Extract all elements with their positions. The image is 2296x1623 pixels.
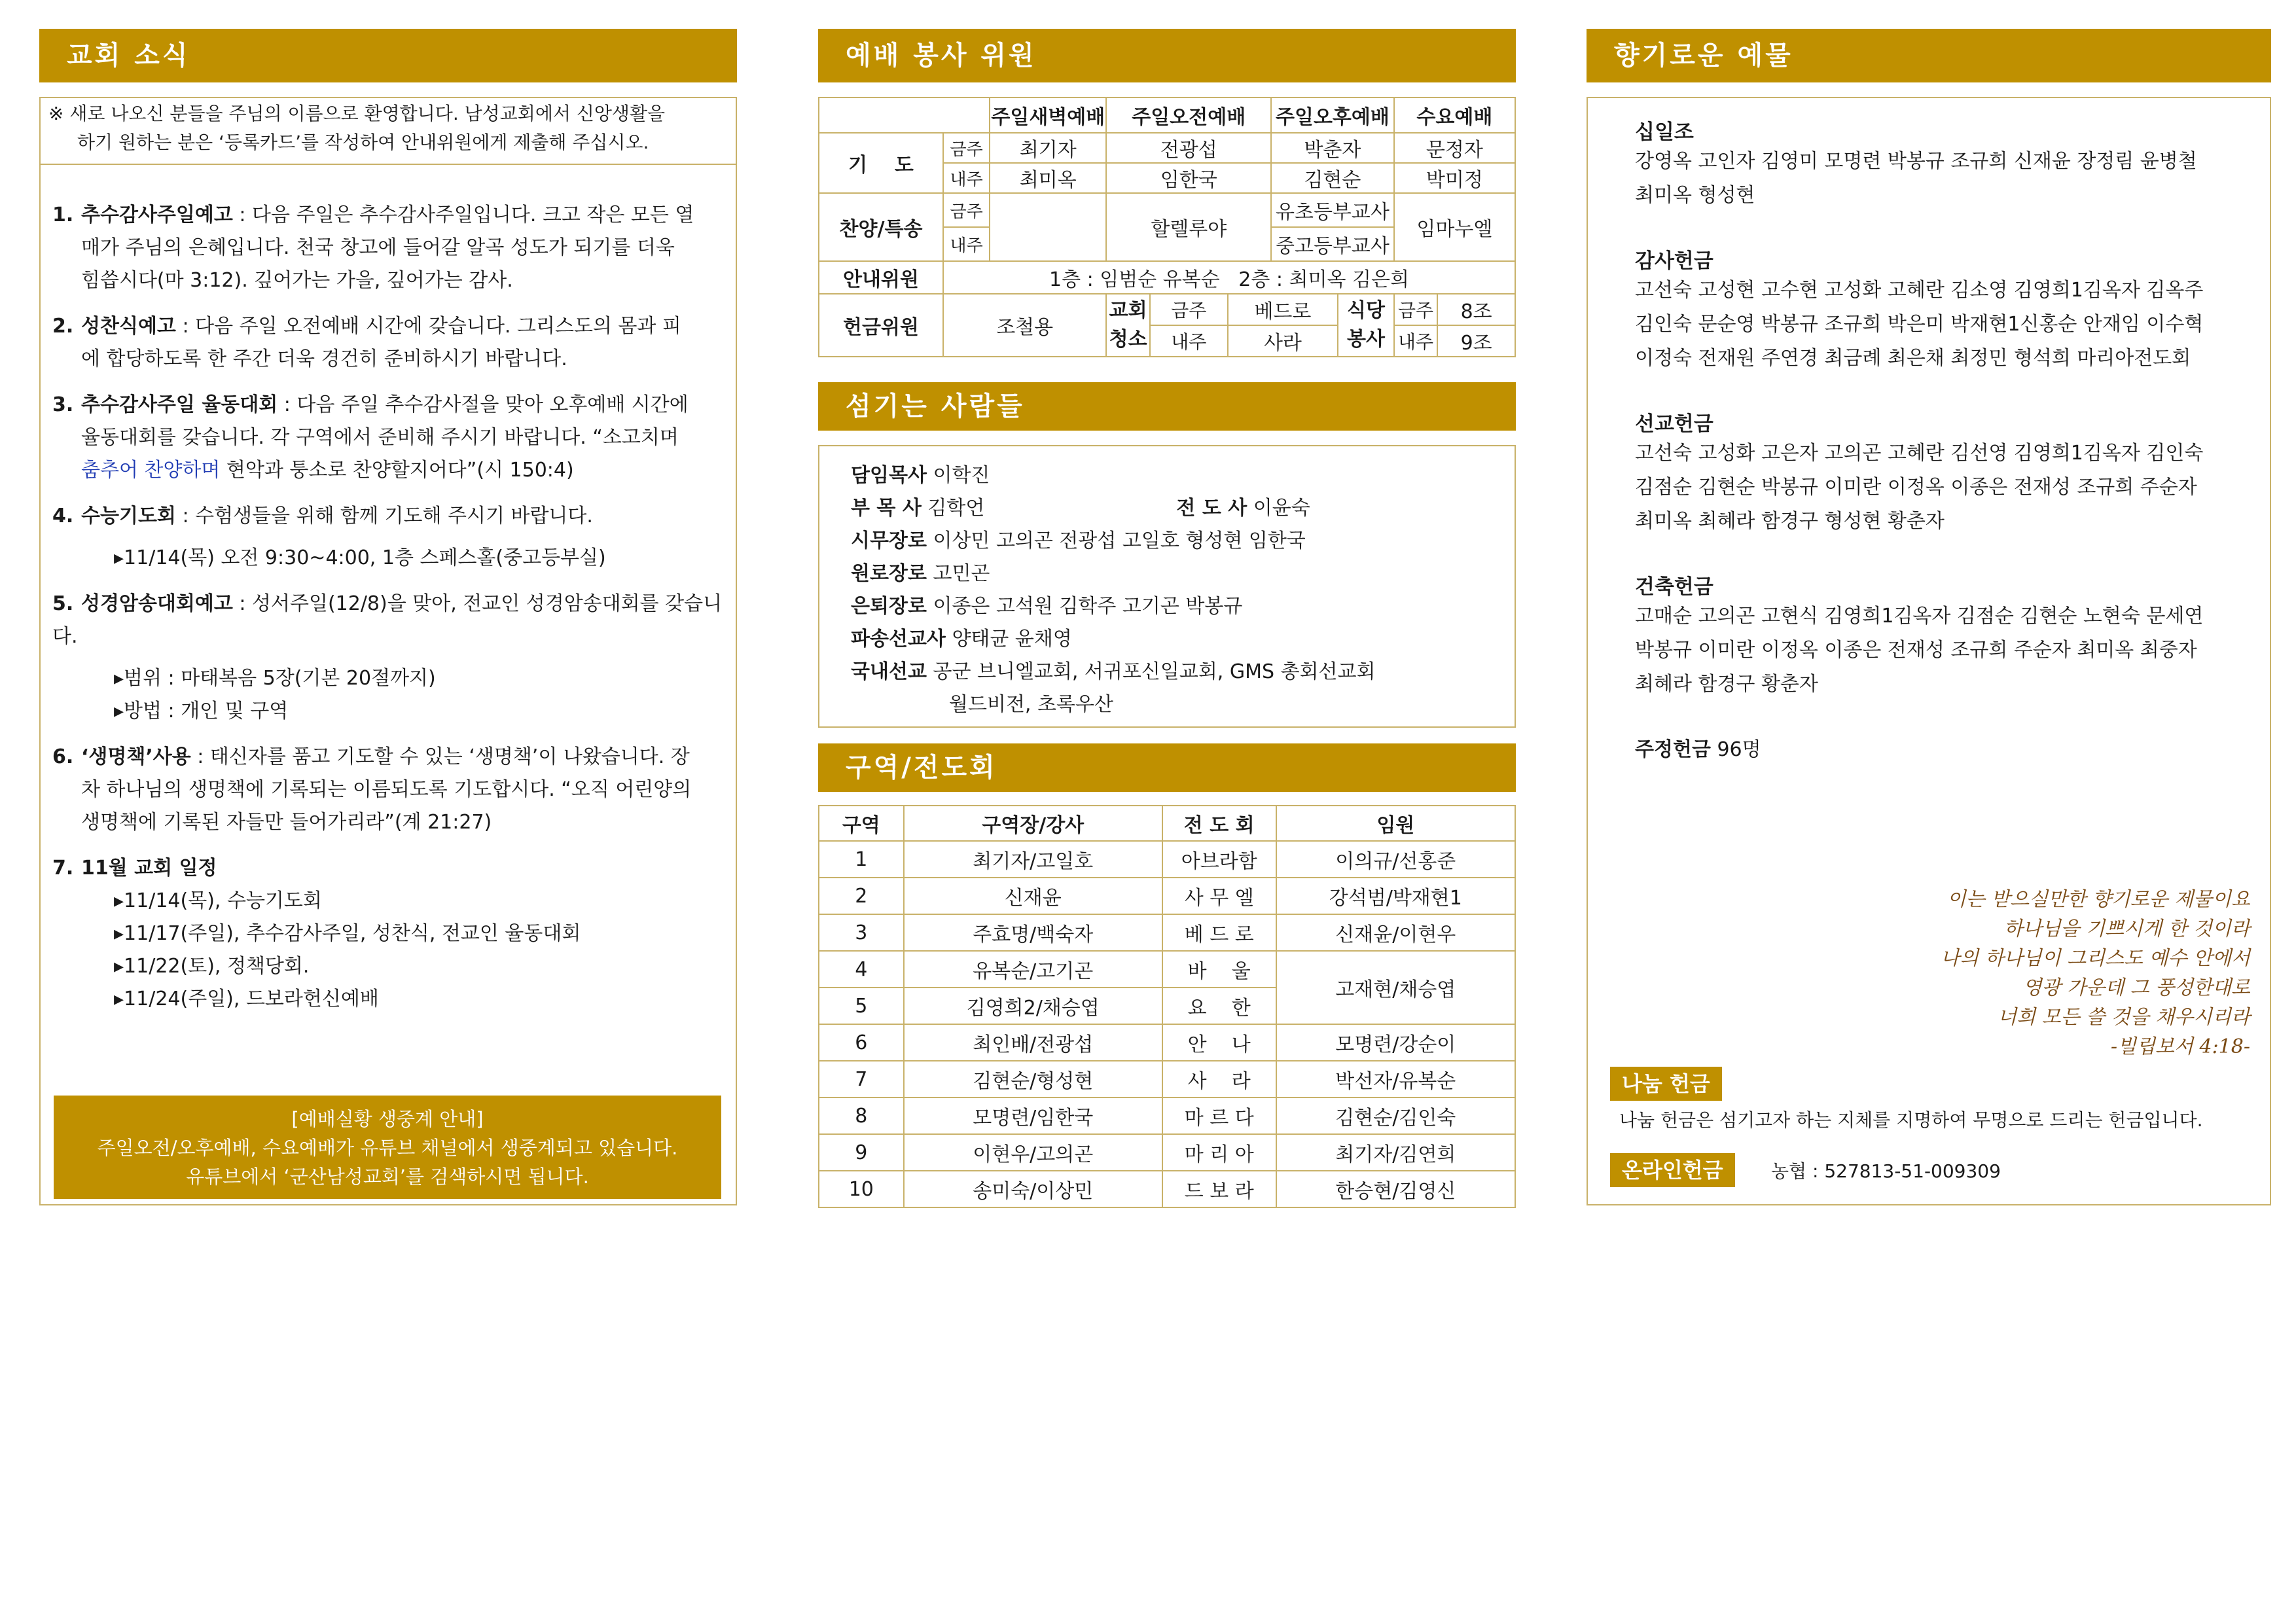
districts-header: 구역/전도회 bbox=[818, 743, 1516, 792]
district-leader: 이현우/고의곤 bbox=[904, 1134, 1162, 1171]
broadcast-line: 유튜브에서 ‘군산남성교회’를 검색하시면 됩니다. bbox=[186, 1166, 589, 1188]
kitchen-label-2: 봉사 bbox=[1347, 328, 1385, 351]
servant-names: 양태균 윤채영 bbox=[952, 628, 1072, 651]
item-title: 추수감사주일 율동대회 bbox=[81, 393, 278, 416]
news-item-1 bbox=[52, 199, 726, 297]
mission-group: 마 리 아 bbox=[1162, 1134, 1276, 1171]
district-officers: 박선자/유복순 bbox=[1276, 1061, 1515, 1097]
item-line bbox=[52, 454, 726, 487]
offering-title: 건축헌금 bbox=[1635, 575, 1713, 599]
offering-names: 이정숙 전재원 주연경 최금례 최은채 최정민 형석희 마리아전도회 bbox=[1635, 347, 2191, 370]
item-line: : 다음 주일 오전예배 시간에 갖습니다. 그리스도의 몸과 피 bbox=[175, 315, 681, 338]
district-row bbox=[819, 841, 1515, 878]
item-line: 힘씁시다(마 3:12). 깊어가는 가을, 깊어가는 감사. bbox=[81, 269, 513, 292]
intro-divider bbox=[41, 164, 736, 165]
offering-names: 강영옥 고인자 김영미 모명련 박봉규 조규희 신재윤 장정림 윤병철 bbox=[1635, 150, 2197, 173]
item-number: 1. bbox=[52, 204, 74, 226]
servant-role: 국내선교 bbox=[851, 660, 927, 683]
service-header: 예배 봉사 위원 bbox=[818, 29, 1516, 82]
district-officers: 모명련/강순이 bbox=[1276, 1024, 1515, 1061]
prayer-cell: 김현순 bbox=[1271, 163, 1394, 193]
prayer-cell: 박미정 bbox=[1394, 163, 1515, 193]
col-afternoon: 주일오후예배 bbox=[1271, 98, 1394, 133]
item-sub: ▸11/24(주일), 드보라헌신예배 bbox=[114, 988, 379, 1010]
mission-group: 사 라 bbox=[1162, 1061, 1276, 1097]
offering-names: 최혜라 함경구 황춘자 bbox=[1635, 673, 1818, 696]
servant-role: 담임목사 bbox=[851, 464, 927, 487]
sharing-offering-badge: 나눔 헌금 bbox=[1610, 1067, 1722, 1101]
news-list bbox=[52, 199, 726, 1029]
servant-row bbox=[851, 525, 1515, 558]
verse-reference: -빌립보서 4:18- bbox=[2110, 1035, 2250, 1058]
col-dawn: 주일새벽예배 bbox=[990, 98, 1106, 133]
servant-names: 이종은 고석원 김학주 고기곤 박봉규 bbox=[933, 595, 1243, 618]
district-number: 3 bbox=[819, 914, 904, 951]
cleaning-this: 베드로 bbox=[1228, 294, 1338, 325]
next-week-label: 내주 bbox=[1394, 325, 1438, 357]
district-officers: 이의규/선홍준 bbox=[1276, 841, 1515, 878]
district-leader: 최기자/고일호 bbox=[904, 841, 1162, 878]
mission-group: 바 울 bbox=[1162, 951, 1276, 988]
item-number: 3. bbox=[52, 393, 74, 416]
district-leader: 모명련/임한국 bbox=[904, 1097, 1162, 1134]
corner-cell bbox=[819, 98, 990, 133]
servants-panel bbox=[818, 445, 1516, 728]
col-officers: 임원 bbox=[1276, 806, 1515, 841]
choir-afternoon-next: 중고등부교사 bbox=[1271, 227, 1394, 261]
district-row bbox=[819, 1171, 1515, 1207]
servant-names: 고민곤 bbox=[933, 562, 990, 585]
offering-title: 십일조 bbox=[1635, 120, 1694, 144]
district-officers: 최기자/김연희 bbox=[1276, 1134, 1515, 1171]
mission-group: 아브라함 bbox=[1162, 841, 1276, 878]
servant-role: 원로장로 bbox=[851, 562, 927, 585]
mission-group: 요 한 bbox=[1162, 988, 1276, 1024]
news-item-2 bbox=[52, 310, 726, 376]
servant-names: 이상민 고의곤 전광섭 고일호 형성현 임한국 bbox=[933, 529, 1306, 552]
prayer-cell: 문정자 bbox=[1394, 133, 1515, 163]
offering-names: 최미옥 최혜라 함경구 형성현 황춘자 bbox=[1635, 510, 1945, 533]
item-sub: ▸11/14(목), 수능기도회 bbox=[114, 889, 322, 912]
servant-role: 시무장로 bbox=[851, 529, 927, 552]
verse-line: 너희 모든 쓸 것을 채우시리라 bbox=[1998, 1006, 2250, 1029]
next-week-label: 내주 bbox=[943, 227, 990, 261]
servant-row bbox=[851, 623, 1515, 656]
item-line: 매가 주님의 은혜입니다. 천국 창고에 들어갈 알곡 성도가 되기를 더욱 bbox=[81, 236, 675, 259]
district-number: 4 bbox=[819, 951, 904, 988]
this-week-label: 금주 bbox=[1150, 294, 1228, 325]
news-item-3 bbox=[52, 389, 726, 487]
cleaning-label-1: 교회 bbox=[1109, 299, 1147, 322]
col-district: 구역 bbox=[819, 806, 904, 841]
kitchen-label-1: 식당 bbox=[1347, 299, 1385, 322]
verse-line: 하나님을 기쁘시게 한 것이라 bbox=[2003, 918, 2250, 940]
district-officers: 강석범/박재현1 bbox=[1276, 878, 1515, 914]
col-wednesday: 수요예배 bbox=[1394, 98, 1515, 133]
offering-committee-label: 헌금위원 bbox=[819, 294, 943, 357]
offering-names: 최미옥 형성현 bbox=[1635, 184, 1755, 207]
intro-line-1: ※ 새로 나오신 분들을 주님의 이름으로 환영합니다. 남성교회에서 신앙생활을 bbox=[48, 103, 666, 124]
item-sub: ▸방법 : 개인 및 구역 bbox=[114, 700, 289, 722]
servant-role: 부 목 사 bbox=[851, 497, 922, 520]
weekly-label: 주정헌금 bbox=[1635, 738, 1711, 761]
kitchen-next: 9조 bbox=[1437, 325, 1515, 357]
mission-group: 안 나 bbox=[1162, 1024, 1276, 1061]
prayer-cell: 박춘자 bbox=[1271, 133, 1394, 163]
mission-group: 드 보 라 bbox=[1162, 1171, 1276, 1207]
prayer-cell: 임한국 bbox=[1106, 163, 1271, 193]
district-officers: 한승현/김영신 bbox=[1276, 1171, 1515, 1207]
district-row bbox=[819, 1024, 1515, 1061]
offering-group bbox=[1635, 115, 2250, 213]
district-row bbox=[819, 1097, 1515, 1134]
servant-row bbox=[851, 688, 1515, 721]
servant-names: 김학언 bbox=[927, 497, 985, 520]
offerings-column bbox=[1587, 29, 2271, 82]
item-number: 6. bbox=[52, 745, 74, 768]
servant-row bbox=[851, 656, 1515, 688]
cleaning-next: 사라 bbox=[1228, 325, 1338, 357]
district-number: 6 bbox=[819, 1024, 904, 1061]
servant-row bbox=[851, 492, 1515, 525]
districts-table bbox=[818, 805, 1516, 1208]
servant-role: 파송선교사 bbox=[851, 628, 946, 651]
choir-label: 찬양/특송 bbox=[819, 193, 943, 261]
item-line: : 다음 주일은 추수감사주일입니다. 크고 작은 모든 열 bbox=[232, 204, 694, 226]
news-item-4 bbox=[52, 500, 726, 575]
news-header: 교회 소식 bbox=[39, 29, 737, 82]
item-sub: ▸범위 : 마태복음 5장(기본 20절까지) bbox=[114, 667, 436, 690]
item-line: : 다음 주일 추수감사절을 맞아 오후예배 시간에 bbox=[278, 393, 689, 416]
offering-title: 선교헌금 bbox=[1635, 412, 1713, 436]
verse-line: 영광 가운데 그 풍성한대로 bbox=[2022, 976, 2250, 999]
district-leader: 송미숙/이상민 bbox=[904, 1171, 1162, 1207]
usher-text: 1층 : 임범순 유복순 2층 : 최미옥 김은희 bbox=[943, 261, 1515, 294]
this-week-label: 금주 bbox=[1394, 294, 1438, 325]
broadcast-title: [예배실황 생중계 안내] bbox=[291, 1108, 484, 1130]
item-line: 에 합당하도록 한 주간 더욱 경건히 준비하시기 바랍니다. bbox=[81, 348, 567, 370]
item-title: 11월 교회 일정 bbox=[81, 857, 217, 880]
servant-names: 월드비전, 초록우산 bbox=[949, 693, 1113, 716]
district-number: 5 bbox=[819, 988, 904, 1024]
news-item-5 bbox=[52, 588, 726, 728]
offering-names: 박봉규 이미란 이정옥 이종은 전재성 조규희 주순자 최미옥 최중자 bbox=[1635, 639, 2197, 662]
intro-line-2: 하기 원하는 분은 ‘등록카드’를 작성하여 안내위원에게 제출해 주십시오. bbox=[77, 132, 649, 153]
col-leader: 구역장/강사 bbox=[904, 806, 1162, 841]
sharing-offering-text: 나눔 헌금은 섬기고자 하는 지체를 지명하여 무명으로 드리는 헌금입니다. bbox=[1619, 1109, 2203, 1131]
prayer-cell: 최기자 bbox=[990, 133, 1106, 163]
news-intro bbox=[48, 99, 729, 157]
item-number: 5. bbox=[52, 592, 74, 615]
servant-row bbox=[851, 459, 1515, 492]
this-week-label: 금주 bbox=[943, 133, 990, 163]
item-line: : 성서주일(12/8)을 맞아, 전교인 성경암송대회를 갖습니다. bbox=[52, 592, 723, 648]
district-leader: 최인배/전광섭 bbox=[904, 1024, 1162, 1061]
offering-names: 김점순 김현순 박봉규 이미란 이정옥 이종은 전재성 조규희 주순자 bbox=[1635, 476, 2197, 499]
servant-names: 공군 브니엘교회, 서귀포신일교회, GMS 총회선교회 bbox=[933, 660, 1376, 683]
mission-group: 사 무 엘 bbox=[1162, 878, 1276, 914]
servant-row bbox=[851, 590, 1515, 623]
district-officers: 김현순/김인숙 bbox=[1276, 1097, 1515, 1134]
offerings-list bbox=[1635, 115, 2250, 762]
offering-names: 김인숙 문순영 박봉규 조규희 박은미 박재현1신홍순 안재임 이수혁 bbox=[1635, 313, 2204, 336]
item-line: 차 하나님의 생명책에 기록되는 이름되도록 기도합시다. “오직 어린양의 bbox=[81, 778, 692, 801]
district-officers: 고재현/채승엽 bbox=[1276, 951, 1515, 1024]
cleaning-label bbox=[1106, 294, 1150, 357]
item-line-tail: 현악과 퉁소로 찬양할지어다”(시 150:4) bbox=[220, 459, 574, 482]
district-leader: 신재윤 bbox=[904, 878, 1162, 914]
servant-role: 전 도 사 bbox=[1176, 497, 1247, 520]
usher-label: 안내위원 bbox=[819, 261, 943, 294]
district-leader: 김영희2/채승엽 bbox=[904, 988, 1162, 1024]
service-column bbox=[818, 29, 1516, 82]
district-row bbox=[819, 951, 1515, 988]
offerings-header: 향기로운 예물 bbox=[1587, 29, 2271, 82]
district-number: 9 bbox=[819, 1134, 904, 1171]
mission-group: 베 드 로 bbox=[1162, 914, 1276, 951]
district-row bbox=[819, 878, 1515, 914]
kitchen-this: 8조 bbox=[1437, 294, 1515, 325]
item-line: : 수험생들을 위해 함께 기도해 주시기 바랍니다. bbox=[175, 505, 593, 527]
item-sub: ▸11/17(주일), 추수감사주일, 성찬식, 전교인 율동대회 bbox=[114, 922, 581, 945]
news-column bbox=[39, 29, 737, 82]
servant-role: 은퇴장로 bbox=[851, 595, 927, 618]
service-table bbox=[818, 97, 1516, 357]
item-title: ‘생명책’사용 bbox=[81, 745, 191, 768]
offering-group bbox=[1635, 570, 2250, 702]
item-number: 2. bbox=[52, 315, 74, 338]
offering-group bbox=[1635, 407, 2250, 539]
offering-names: 고선숙 고성현 고수현 고성화 고혜란 김소영 김영희1김옥자 김옥주 bbox=[1635, 279, 2204, 302]
news-item-6 bbox=[52, 741, 726, 839]
scripture-highlight: 춤추어 찬양하며 bbox=[81, 459, 221, 482]
item-sub: ▸11/22(토), 정책당회. bbox=[114, 955, 310, 978]
offering-title: 감사헌금 bbox=[1635, 249, 1713, 273]
item-number: 7. bbox=[52, 857, 74, 880]
district-row bbox=[819, 914, 1515, 951]
district-leader: 유복순/고기곤 bbox=[904, 951, 1162, 988]
this-week-label: 금주 bbox=[943, 193, 990, 227]
offering-names: 고매순 고의곤 고현식 김영희1김옥자 김점순 김현순 노현숙 문세연 bbox=[1635, 605, 2204, 628]
servants-header: 섬기는 사람들 bbox=[818, 382, 1516, 431]
broadcast-notice bbox=[54, 1096, 721, 1199]
news-item-7 bbox=[52, 852, 726, 1016]
choir-wednesday: 임마누엘 bbox=[1394, 193, 1515, 261]
online-offering-badge: 온라인헌금 bbox=[1610, 1153, 1735, 1187]
next-week-label: 내주 bbox=[1150, 325, 1228, 357]
offering-committee-value: 조철용 bbox=[943, 294, 1106, 357]
district-number: 2 bbox=[819, 878, 904, 914]
district-leader: 주효명/백숙자 bbox=[904, 914, 1162, 951]
choir-dawn-empty bbox=[990, 193, 1106, 261]
verse-line: 나의 하나님이 그리스도 예수 안에서 bbox=[1941, 947, 2250, 970]
district-number: 10 bbox=[819, 1171, 904, 1207]
district-number: 7 bbox=[819, 1061, 904, 1097]
prayer-cell: 최미옥 bbox=[990, 163, 1106, 193]
prayer-label: 기 도 bbox=[819, 133, 943, 193]
item-title: 성찬식예고 bbox=[81, 315, 176, 338]
district-officers: 신재윤/이현우 bbox=[1276, 914, 1515, 951]
kitchen-label bbox=[1338, 294, 1394, 357]
prayer-cell: 전광섭 bbox=[1106, 133, 1271, 163]
choir-morning: 할렐루야 bbox=[1106, 193, 1271, 261]
broadcast-line: 주일오전/오후예배, 수요예배가 유튜브 채널에서 생중계되고 있습니다. bbox=[97, 1137, 678, 1159]
district-leader: 김현순/형성현 bbox=[904, 1061, 1162, 1097]
district-row bbox=[819, 1134, 1515, 1171]
choir-afternoon-this: 유초등부교사 bbox=[1271, 193, 1394, 227]
bank-account: 농협 : 527813-51-009309 bbox=[1771, 1160, 2001, 1182]
scripture-verse bbox=[1767, 885, 2250, 1061]
item-number: 4. bbox=[52, 505, 74, 527]
item-title: 성경암송대회예고 bbox=[81, 592, 233, 615]
servant-row bbox=[851, 558, 1515, 590]
item-sub: ▸11/14(목) 오전 9:30~4:00, 1층 스페스홀(중고등부실) bbox=[114, 546, 606, 569]
col-mission-group: 전 도 회 bbox=[1162, 806, 1276, 841]
item-title: 추수감사주일예고 bbox=[81, 204, 233, 226]
item-line: : 태신자를 품고 기도할 수 있는 ‘생명책’이 나왔습니다. 장 bbox=[190, 745, 690, 768]
servant-names: 이학진 bbox=[933, 464, 990, 487]
district-row bbox=[819, 1061, 1515, 1097]
offering-names: 고선숙 고성화 고은자 고의곤 고혜란 김선영 김영희1김옥자 김인숙 bbox=[1635, 442, 2204, 465]
district-number: 1 bbox=[819, 841, 904, 878]
offering-group bbox=[1635, 244, 2250, 376]
district-number: 8 bbox=[819, 1097, 904, 1134]
item-line: 생명책에 기록된 자들만 들어가리라”(계 21:27) bbox=[81, 811, 492, 834]
item-title: 수능기도회 bbox=[81, 505, 176, 527]
item-line: 율동대회를 갖습니다. 각 구역에서 준비해 주시기 바랍니다. “소고치며 bbox=[81, 426, 679, 449]
weekly-offering bbox=[1635, 733, 2250, 762]
weekly-value: 96명 bbox=[1717, 738, 1761, 761]
col-morning: 주일오전예배 bbox=[1106, 98, 1271, 133]
verse-line: 이는 받으실만한 향기로운 제물이요 bbox=[1946, 888, 2250, 911]
next-week-label: 내주 bbox=[943, 163, 990, 193]
mission-group: 마 르 다 bbox=[1162, 1097, 1276, 1134]
servant-names: 이윤숙 bbox=[1253, 497, 1310, 520]
cleaning-label-2: 청소 bbox=[1109, 328, 1147, 351]
